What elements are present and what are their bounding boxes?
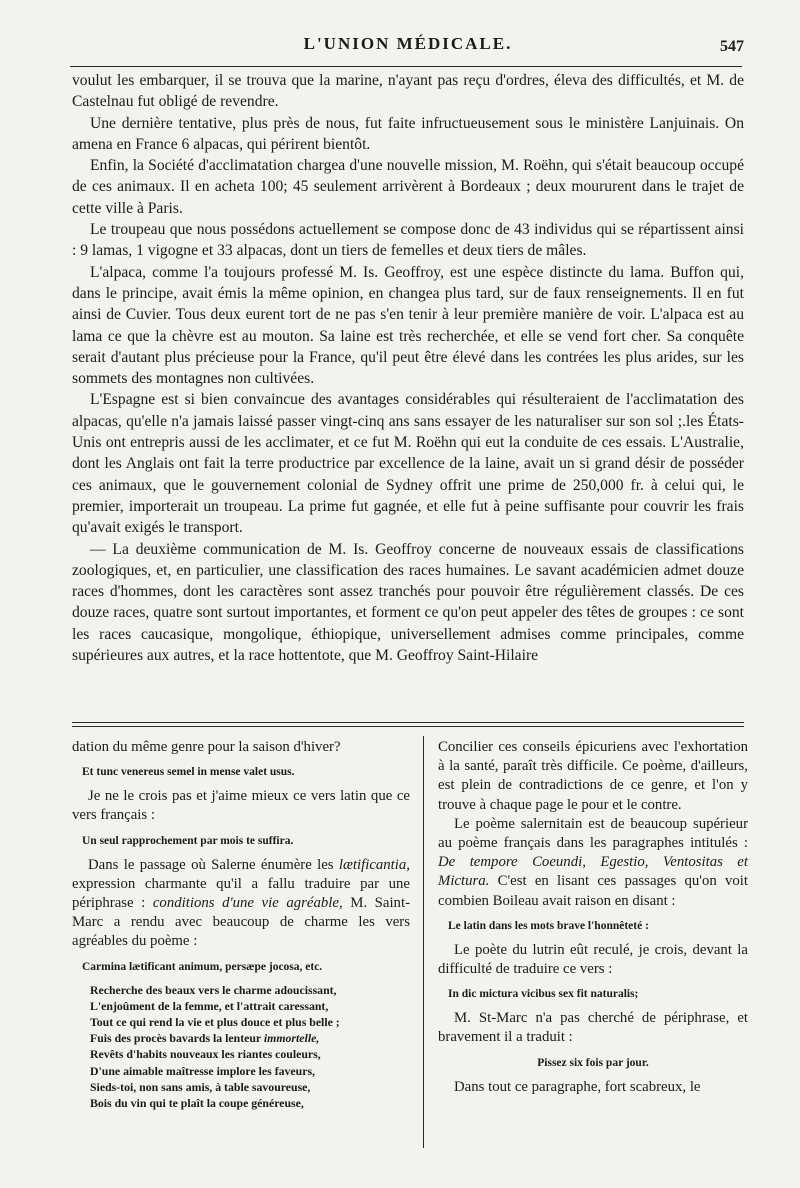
verse-line: Bois du vin qui te plaît la coupe généreuse, — [90, 1096, 304, 1111]
feuilleton-right-column — [438, 738, 748, 1097]
verse-line: L'enjoûment de la femme, et l'attrait caressant, — [90, 998, 329, 1013]
right-paragraph: Le poète du lutrin eût reculé, je crois, devant la difficulté de traduire ce vers : — [438, 941, 748, 978]
right-paragraph: M. St-Marc n'a pas cherché de périphrase, et bravement il a traduit : — [438, 1010, 748, 1046]
right-paragraph: Concilier ces conseils épicuriens avec l'exhortation à la santé, paraît très difficile. Ce poème, d'ailleurs, est plein de contradictions de ce genre, et l'on y trouve à chaque page le pour et le contre. — [438, 739, 748, 813]
french-quote: Le latin dans les mots brave l'honnêteté : — [448, 919, 649, 932]
column-divider — [423, 736, 424, 1148]
italic-term: De tempore Coeundi, Egestio, Ventositas et Mictura. — [438, 854, 748, 890]
text-run: C'est en lisant ces passages qu'on voit combien Boileau avait raison en disant : — [438, 873, 748, 909]
verse-line: Recherche des beaux vers le charme adoucissant, — [90, 982, 337, 997]
latin-quote: Et tunc venereus semel in mense valet usus. — [82, 766, 295, 779]
journal-title: L'UNION MÉDICALE. — [303, 34, 513, 53]
verse-line: D'une aimable maîtresse implore les faveurs, — [90, 1063, 315, 1078]
italic-term: immortelle, — [263, 1031, 320, 1046]
main-paragraph: voulut les embarquer, il se trouva que la marine, n'ayant pas reçu d'ordres, éleva des difficultés, et M. de Castelnau fut obligé de revendre. — [72, 72, 744, 111]
main-paragraph: — La deuxième communication de M. Is. Geoffroy concerne de nouveaux essais de classifications zoologiques, et, en particulier, une classification des races humaines. Le savant académicien admet douze races d'hommes, dont les caractères sont assez tranchés pour pouvoir être régulièrement classés. De ces douze races, quatre sont surtout importantes, et forment ce qu'on peut appeler des têtes de groupes : ce sont les races caucasique, mongolique, éthiopique, universellement admises comme principales, comme supérieures aux autres, et la race hottentote, que M. Geoffroy Saint-Hilaire — [72, 540, 744, 665]
left-paragraph — [72, 856, 410, 952]
text-run: Dans le passage où Salerne énumère les — [88, 856, 339, 873]
main-paragraph: L'alpaca, comme l'a toujours professé M. Is. Geoffroy, est une espèce distincte du lama. Buffon qui, dans le principe, avait émis la même opinion, en changea plus tard, sur de faux renseignements. Il en fut ainsi de Cuvier. Tous deux eurent tort de ne pas s'en tenir à leur première manière de voir. L'alpaca est au lama ce que la chèvre est au mouton. Sa laine est très recherchée, et elle se vend fort cher. Sa conquête serait d'autant plus précieuse pour la France, qu'il peut être élevé dans les contrées les plus arides, sur les sommets des montagnes non cultivées. — [72, 263, 744, 388]
text-run: Le poème salernitain est de beaucoup supérieur au poème français dans les paragraphes intitulés : — [438, 815, 748, 852]
text-run: M. Saint-Marc a rendu avec beaucoup de charme les vers agréables du poème : — [72, 895, 410, 950]
main-paragraph: Le troupeau que nous possédons actuellement se compose donc de 43 individus qui se répartissent ainsi : 9 lamas, 1 vigogne et 33 alpacas, dont un tiers de femelles et deux tiers de mâles. — [72, 221, 744, 260]
verse-block — [90, 982, 410, 1112]
feuilleton-left-column — [72, 738, 410, 1111]
main-paragraph: Une dernière tentative, plus près de nous, fut faite infructueusement sous le ministère Lanjuinais. On amena en France 6 alpacas, qui périrent bientôt. — [72, 114, 744, 153]
verse-line: Tout ce qui rend la vie et plus douce et plus belle ; — [90, 1015, 340, 1030]
verse-line — [90, 1030, 410, 1046]
left-paragraph: Je ne le crois pas et j'aime mieux ce vers latin que ce vers français : — [72, 788, 410, 824]
main-paragraph: Enfin, la Société d'acclimatation chargea d'une nouvelle mission, M. Roëhn, qui s'était beaucoup occupé de ces animaux. Il en acheta 100; 45 seulement arrivèrent à Bordeaux ; deux moururent dans le trajet de cette ville à Paris. — [72, 157, 744, 217]
feuilleton-separator — [72, 722, 744, 727]
verse-line: Revêts d'habits nouveaux les riantes couleurs, — [90, 1047, 321, 1062]
main-paragraph: L'Espagne est si bien convaincue des avantages considérables qui résulteraient de l'acclimatation des alpacas, qu'elle n'a jamais laissé passer vingt-cinq ans sans essayer de les naturaliser sur son sol ;.les États-Unis ont entrepris aussi de les acclimater, et ce fut M. Roëhn qui eut la conduite de ces essais. L'Australie, dont les Anglais ont fait la terre productrice par excellence de la laine, avait un si grand désir de posséder ces animaux, que le gouvernement colonial de Sydney offrit une prime de 250,000 fr. à celui qui, le premier, importerait un troupeau. La prime fut gagnée, et elle fut à peine suffisante pour couvrir les frais qu'avait exigés le transport. — [72, 391, 744, 537]
page-header — [70, 28, 746, 68]
left-paragraph: dation du même genre pour la saison d'hiver? — [72, 739, 341, 755]
french-quote: Pissez six fois par jour. — [537, 1056, 649, 1069]
main-article — [72, 70, 744, 666]
header-rule — [70, 66, 742, 67]
italic-term: lætificantia, — [338, 856, 410, 873]
italic-term: conditions d'une vie agréable, — [152, 895, 343, 912]
right-paragraph — [438, 815, 748, 911]
latin-quote: Carmina lætificant animum, persæpe jocosa, etc. — [82, 960, 323, 973]
latin-quote: In dic mictura vicibus sex fit naturalis; — [448, 988, 639, 1001]
french-quote: Un seul rapprochement par mois te suffira. — [82, 834, 294, 847]
text-run: expression charmante qu'il a fallu traduire par une périphrase : — [72, 875, 410, 912]
page-number: 547 — [720, 38, 744, 55]
verse-line: Sieds-toi, non sans amis, à table savoureuse, — [90, 1079, 311, 1094]
right-paragraph: Dans tout ce paragraphe, fort scabreux, le — [454, 1078, 701, 1095]
text-run: Fuis des procès bavards la lenteur — [90, 1031, 264, 1046]
